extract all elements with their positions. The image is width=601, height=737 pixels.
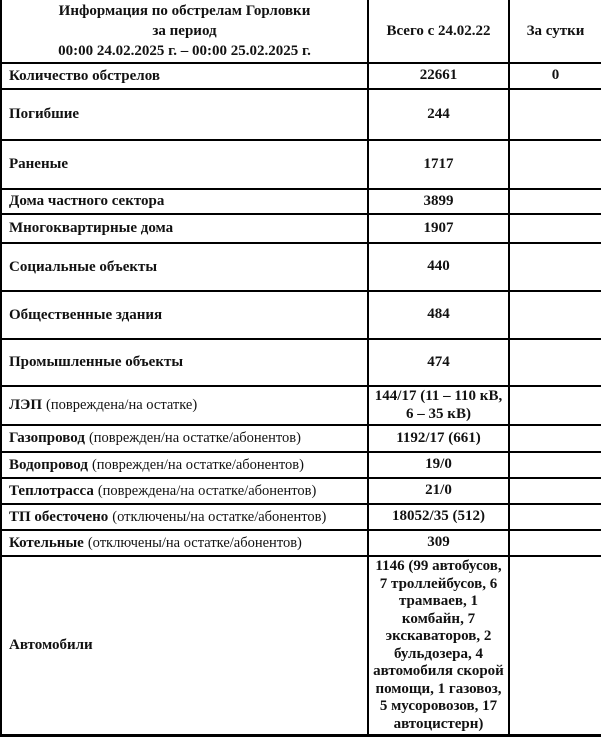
- row-daily-value: [509, 452, 601, 478]
- column-header-daily: За сутки: [509, 0, 601, 63]
- row-label: Автомобили: [9, 637, 93, 653]
- row-label-note: (отключены/на остатке/абонентов): [112, 508, 327, 525]
- row-label-cell: [1, 243, 368, 291]
- report-title-line-1: Информация по обстрелам Горловки: [58, 3, 311, 19]
- row-label: ТП обесточено: [9, 508, 109, 525]
- table-header: [1, 0, 601, 63]
- header-row: [1, 0, 601, 63]
- row-label: Погибшие: [9, 106, 80, 122]
- table-body: [1, 63, 601, 736]
- row-label: Раненые: [9, 156, 68, 172]
- table-row: [1, 291, 601, 339]
- report-title: [1, 0, 368, 63]
- row-label-cell: [1, 478, 368, 504]
- row-total-value: 22661: [368, 63, 509, 89]
- row-daily-value: [509, 243, 601, 291]
- row-total-value: 244: [368, 89, 509, 140]
- table-row: [1, 425, 601, 452]
- row-total-value: 21/0: [368, 478, 509, 504]
- row-daily-value: [509, 478, 601, 504]
- row-daily-value: [509, 530, 601, 556]
- row-label-cell: [1, 291, 368, 339]
- row-total-value: 144/17 (11 – 110 кВ, 6 – 35 кВ): [368, 386, 509, 425]
- row-daily-value: [509, 504, 601, 530]
- table-row: [1, 63, 601, 89]
- row-label-cell: [1, 504, 368, 530]
- row-label-cell: [1, 89, 368, 140]
- row-total-value: 1146 (99 автобусов, 7 троллейбусов, 6 трамваев, 1 комбайн, 7 экскаваторов, 2 бульдозера, 4 автомобиля скорой помощи, 1 газовоз, 5 мусоровозов, 17 автоцистерн): [368, 556, 509, 736]
- row-daily-value: [509, 89, 601, 140]
- row-label-note: (повреждена/на остатке): [46, 397, 198, 413]
- row-label: ЛЭП: [9, 397, 43, 413]
- row-total-value: 1907: [368, 214, 509, 243]
- row-label: Водопровод: [9, 456, 88, 473]
- row-total-value: 18052/35 (512): [368, 504, 509, 530]
- row-label: Газопровод: [9, 430, 85, 446]
- row-total-value: 1192/17 (661): [368, 425, 509, 452]
- table-row: [1, 339, 601, 386]
- row-label: Теплотрасса: [9, 482, 94, 499]
- table-row: [1, 530, 601, 556]
- row-total-value: 1717: [368, 140, 509, 189]
- row-daily-value: [509, 291, 601, 339]
- row-total-value: 19/0: [368, 452, 509, 478]
- table-row: [1, 478, 601, 504]
- row-label-note: (отключены/на остатке/абонентов): [87, 534, 302, 551]
- table-row: [1, 504, 601, 530]
- row-label-cell: [1, 140, 368, 189]
- row-label-note: (поврежден/на остатке/абонентов): [88, 430, 301, 446]
- report-title-line-2: за период: [152, 23, 217, 39]
- row-label-cell: [1, 339, 368, 386]
- row-total-value: 440: [368, 243, 509, 291]
- row-label-cell: [1, 452, 368, 478]
- row-label-cell: [1, 425, 368, 452]
- table-row: [1, 189, 601, 214]
- row-daily-value: 0: [509, 63, 601, 89]
- row-total-value: 474: [368, 339, 509, 386]
- row-label: Многоквартирные дома: [9, 220, 174, 236]
- row-total-value: 484: [368, 291, 509, 339]
- row-label-cell: [1, 530, 368, 556]
- row-label: Промышленные объекты: [9, 354, 184, 370]
- table-row: [1, 386, 601, 425]
- table-row: [1, 452, 601, 478]
- table-row: [1, 243, 601, 291]
- row-label: Котельные: [9, 534, 84, 551]
- row-label-cell: [1, 189, 368, 214]
- row-label-note: (поврежден/на остатке/абонентов): [91, 456, 304, 473]
- row-label-cell: [1, 214, 368, 243]
- row-label: Количество обстрелов: [9, 67, 160, 84]
- row-daily-value: [509, 386, 601, 425]
- row-label: Социальные объекты: [9, 258, 158, 275]
- row-daily-value: [509, 214, 601, 243]
- row-label-cell: [1, 63, 368, 89]
- row-label: Дома частного сектора: [9, 193, 165, 209]
- row-label-cell: [1, 386, 368, 425]
- row-label-note: (повреждена/на остатке/абонентов): [97, 482, 317, 499]
- table-row: [1, 214, 601, 243]
- row-label: Общественные здания: [9, 306, 163, 323]
- table-row: [1, 140, 601, 189]
- row-daily-value: [509, 339, 601, 386]
- row-daily-value: [509, 189, 601, 214]
- column-header-total: Всего с 24.02.22: [368, 0, 509, 63]
- row-daily-value: [509, 425, 601, 452]
- report-title-line-3: 00:00 24.02.2025 г. – 00:00 25.02.2025 г.: [58, 43, 311, 59]
- row-total-value: 309: [368, 530, 509, 556]
- table-row: [1, 89, 601, 140]
- row-daily-value: [509, 140, 601, 189]
- row-total-value: 3899: [368, 189, 509, 214]
